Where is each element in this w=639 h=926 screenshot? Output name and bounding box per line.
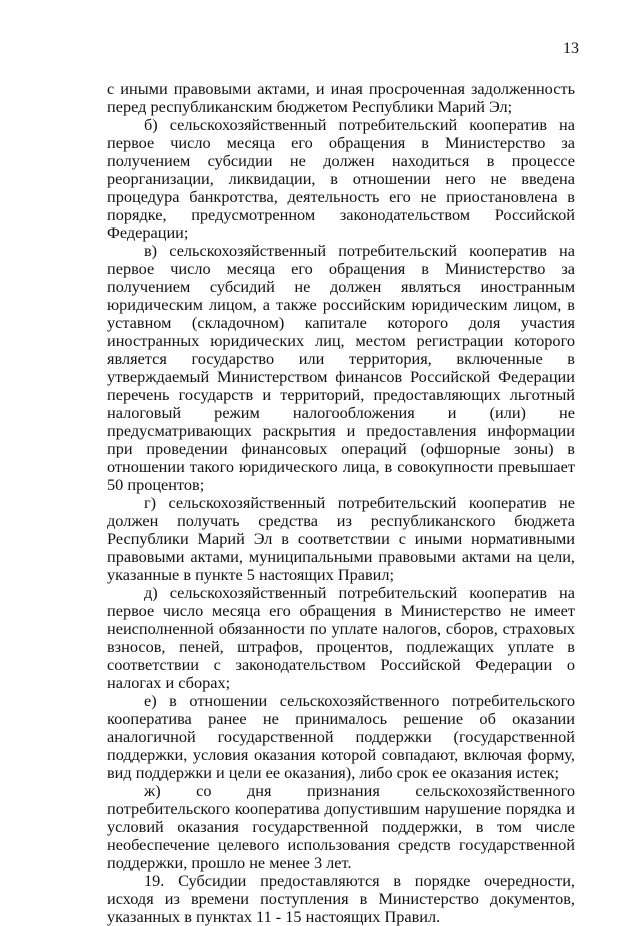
- paragraph-item-g: г) сельскохозяйственный потребительский кооператив не должен получать средства из республиканского бюджета Республики Марий Эл в соответствии с иными нормативными правовыми актами, муниципальными правовыми актами на цели, указанные в пункте 5 настоящих Правил;: [107, 493, 575, 584]
- paragraph-clause-19: 19. Субсидии предоставляются в порядке очередности, исходя из времени поступления в Министерство документов, указанных в пунктах 11 - 15 настоящих Правил.: [107, 871, 575, 926]
- page-number: 13: [563, 40, 579, 57]
- paragraph-continuation: с иными правовыми актами, и иная просроченная задолженность перед республиканским бюджетом Республики Марий Эл;: [107, 79, 575, 116]
- paragraph-item-v: в) сельскохозяйственный потребительский кооператив на первое число месяца его обращения в Министерство за получением субсидий не должен являться иностранным юридическим лицом, а также российским юридическим лицом, в уставном (складочном) капитале которого доля участия иностранных юридических лиц, местом регистрации которого является государство или территория, включенные в утверждаемый Министерством финансов Российской Федерации перечень государств и территорий, предоставляющих льготный налоговый режим налогообложения и (или) не предусматривающих раскрытия и предоставления информации при проведении финансовых операций (офшорные зоны) в отношении такого юридического лица, в совокупности превышает 50 процентов;: [107, 241, 575, 494]
- paragraph-item-d: д) сельскохозяйственный потребительский кооператив на первое число месяца его обращения в Министерство не имеет неисполненной обязанности по уплате налогов, сборов, страховых взносов, пеней, штрафов, процентов, подлежащих уплате в соответствии с законодательством Российской Федерации о налогах и сборах;: [107, 583, 575, 692]
- paragraph-item-b: б) сельскохозяйственный потребительский кооператив на первое число месяца его обращения в Министерство за получением субсидии не должен находиться в процессе реорганизации, ликвидации, в отношении него не введена процедура банкротства, деятельность его не приостановлена в порядке, предусмотренном законодательством Российской Федерации;: [107, 115, 575, 242]
- document-body: [107, 80, 575, 926]
- paragraph-item-e: е) в отношении сельскохозяйственного потребительского кооператива ранее не принималось решение об оказании аналогичной государственной поддержки (государственной поддержки, условия оказания которой совпадают, включая форму, вид поддержки и цели ее оказания), либо срок ее оказания истек;: [107, 691, 575, 782]
- paragraph-item-zh: ж) со дня признания сельскохозяйственного потребительского кооператива допустившим нарушение порядка и условий оказания государственной поддержки, в том числе необеспечение целевого использования средств государственной поддержки, прошло не менее 3 лет.: [107, 781, 575, 872]
